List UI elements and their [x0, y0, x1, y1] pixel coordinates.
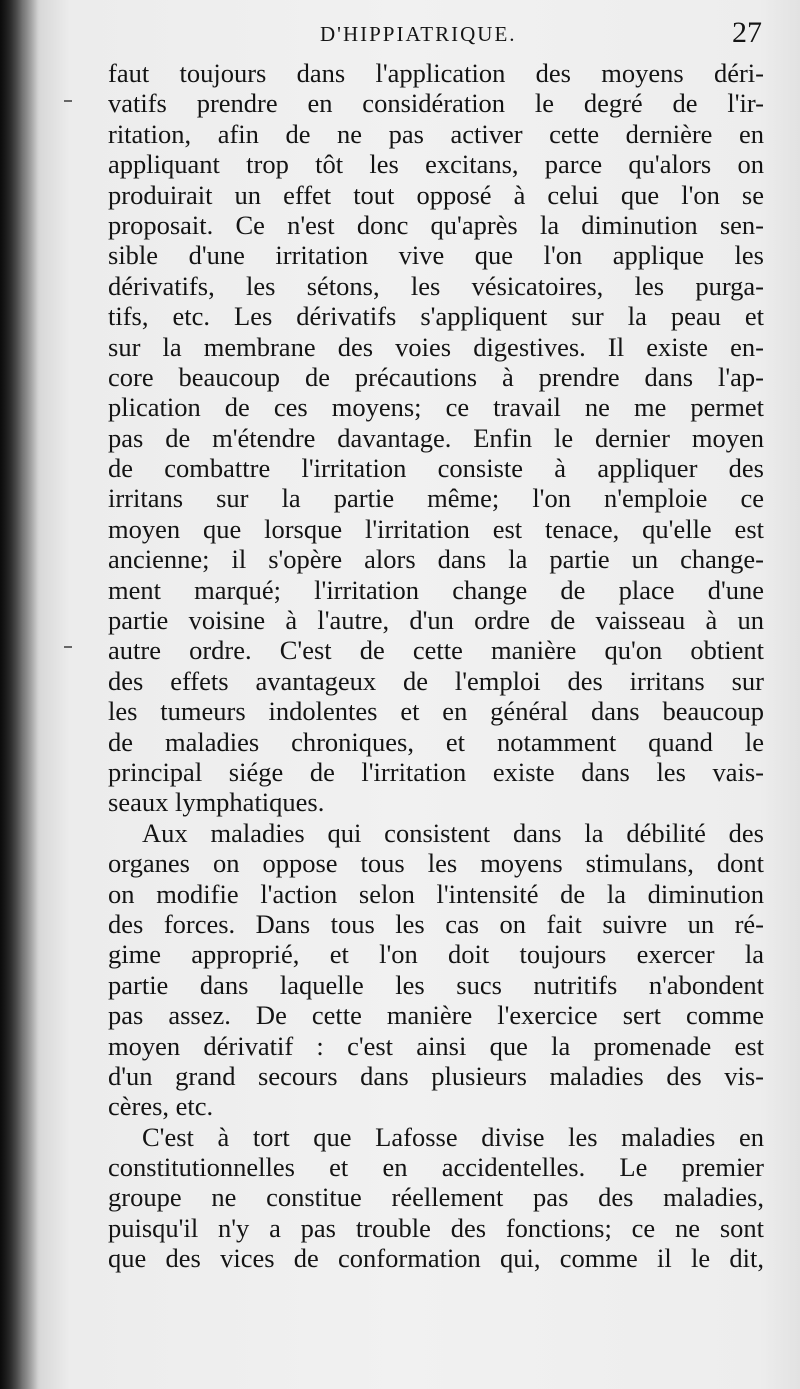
text-line: les tumeurs indolentes et en général dans beaucoup	[108, 696, 764, 727]
text-line: des forces. Dans tous les cas on fait suivre un ré-	[108, 908, 764, 939]
text-line: seaux lymphatiques.	[108, 787, 325, 818]
text-line: on modifie l'action selon l'intensité de la diminution	[108, 878, 764, 909]
text-line: irritans sur la partie même; l'on n'emploie ce	[108, 483, 764, 514]
text-line: core beaucoup de précautions à prendre dans l'ap-	[108, 361, 764, 392]
text-line: organes on oppose tous les moyens stimulans, dont	[108, 848, 764, 879]
text-line: tifs, etc. Les dérivatifs s'appliquent sur la peau et	[108, 301, 764, 332]
text-line: groupe ne constitue réellement pas des maladies,	[108, 1182, 764, 1213]
text-line: puisqu'il n'y a pas trouble des fonctions; ce ne sont	[108, 1212, 764, 1243]
text-line: ritation, afin de ne pas activer cette dernière en	[108, 118, 764, 149]
text-line: pas de m'étendre davantage. Enfin le dernier moyen	[108, 422, 764, 453]
text-line: constitutionnelles et en accidentelles. Le premier	[108, 1152, 764, 1183]
text-line: partie voisine à l'autre, d'un ordre de vaisseau à un	[108, 605, 764, 636]
paragraph-start-line: C'est à tort que Lafosse divise les maladies en	[142, 1121, 764, 1152]
margin-mark	[64, 100, 72, 102]
margin-mark	[64, 646, 72, 648]
text-line: des effets avantageux de l'emploi des irritans sur	[108, 665, 764, 696]
text-line: produirait un effet tout opposé à celui que l'on se	[108, 179, 764, 210]
text-line: de combattre l'irritation consiste à appliquer des	[108, 453, 764, 484]
binding-shadow	[0, 0, 38, 1389]
text-line: pas assez. De cette manière l'exercice sert comme	[108, 1000, 764, 1031]
text-line: moyen dérivatif : c'est ainsi que la promenade est	[108, 1030, 764, 1061]
text-line: partie dans laquelle les sucs nutritifs n'abondent	[108, 969, 764, 1000]
text-line: appliquant trop tôt les excitans, parce qu'alors on	[108, 149, 764, 180]
text-line: gime approprié, et l'on doit toujours exercer la	[108, 939, 764, 970]
text-line: ancienne; il s'opère alors dans la partie un change-	[108, 544, 764, 575]
page-number: 27	[732, 16, 762, 49]
text-line: moyen que lorsque l'irritation est tenace, qu'elle est	[108, 513, 764, 544]
paragraph-start-line: Aux maladies qui consistent dans la débilité des	[142, 817, 764, 848]
text-line: sible d'une irritation vive que l'on applique les	[108, 240, 764, 271]
text-line: d'un grand secours dans plusieurs maladies des vis-	[108, 1060, 764, 1091]
text-line: de maladies chroniques, et notamment quand le	[108, 726, 764, 757]
text-line: dérivatifs, les sétons, les vésicatoires, les purga-	[108, 270, 764, 301]
body-text	[108, 58, 764, 1274]
running-head	[96, 14, 768, 54]
text-line: cères, etc.	[108, 1091, 214, 1122]
text-line: plication de ces moyens; ce travail ne me permet	[108, 392, 764, 423]
text-line: que des vices de conformation qui, comme il le dit,	[108, 1243, 764, 1274]
text-line: proposait. Ce n'est donc qu'après la diminution sen-	[108, 209, 764, 240]
text-line: autre ordre. C'est de cette manière qu'on obtient	[108, 635, 764, 666]
running-title: D'HIPPIATRIQUE.	[320, 22, 517, 46]
text-line: sur la membrane des voies digestives. Il existe en-	[108, 331, 764, 362]
text-line: ment marqué; l'irritation change de place d'une	[108, 574, 764, 605]
text-line: vatifs prendre en considération le degré de l'ir-	[108, 88, 764, 119]
text-line: faut toujours dans l'application des moyens déri-	[108, 58, 764, 88]
text-line: principal siége de l'irritation existe dans les vais-	[108, 756, 764, 787]
